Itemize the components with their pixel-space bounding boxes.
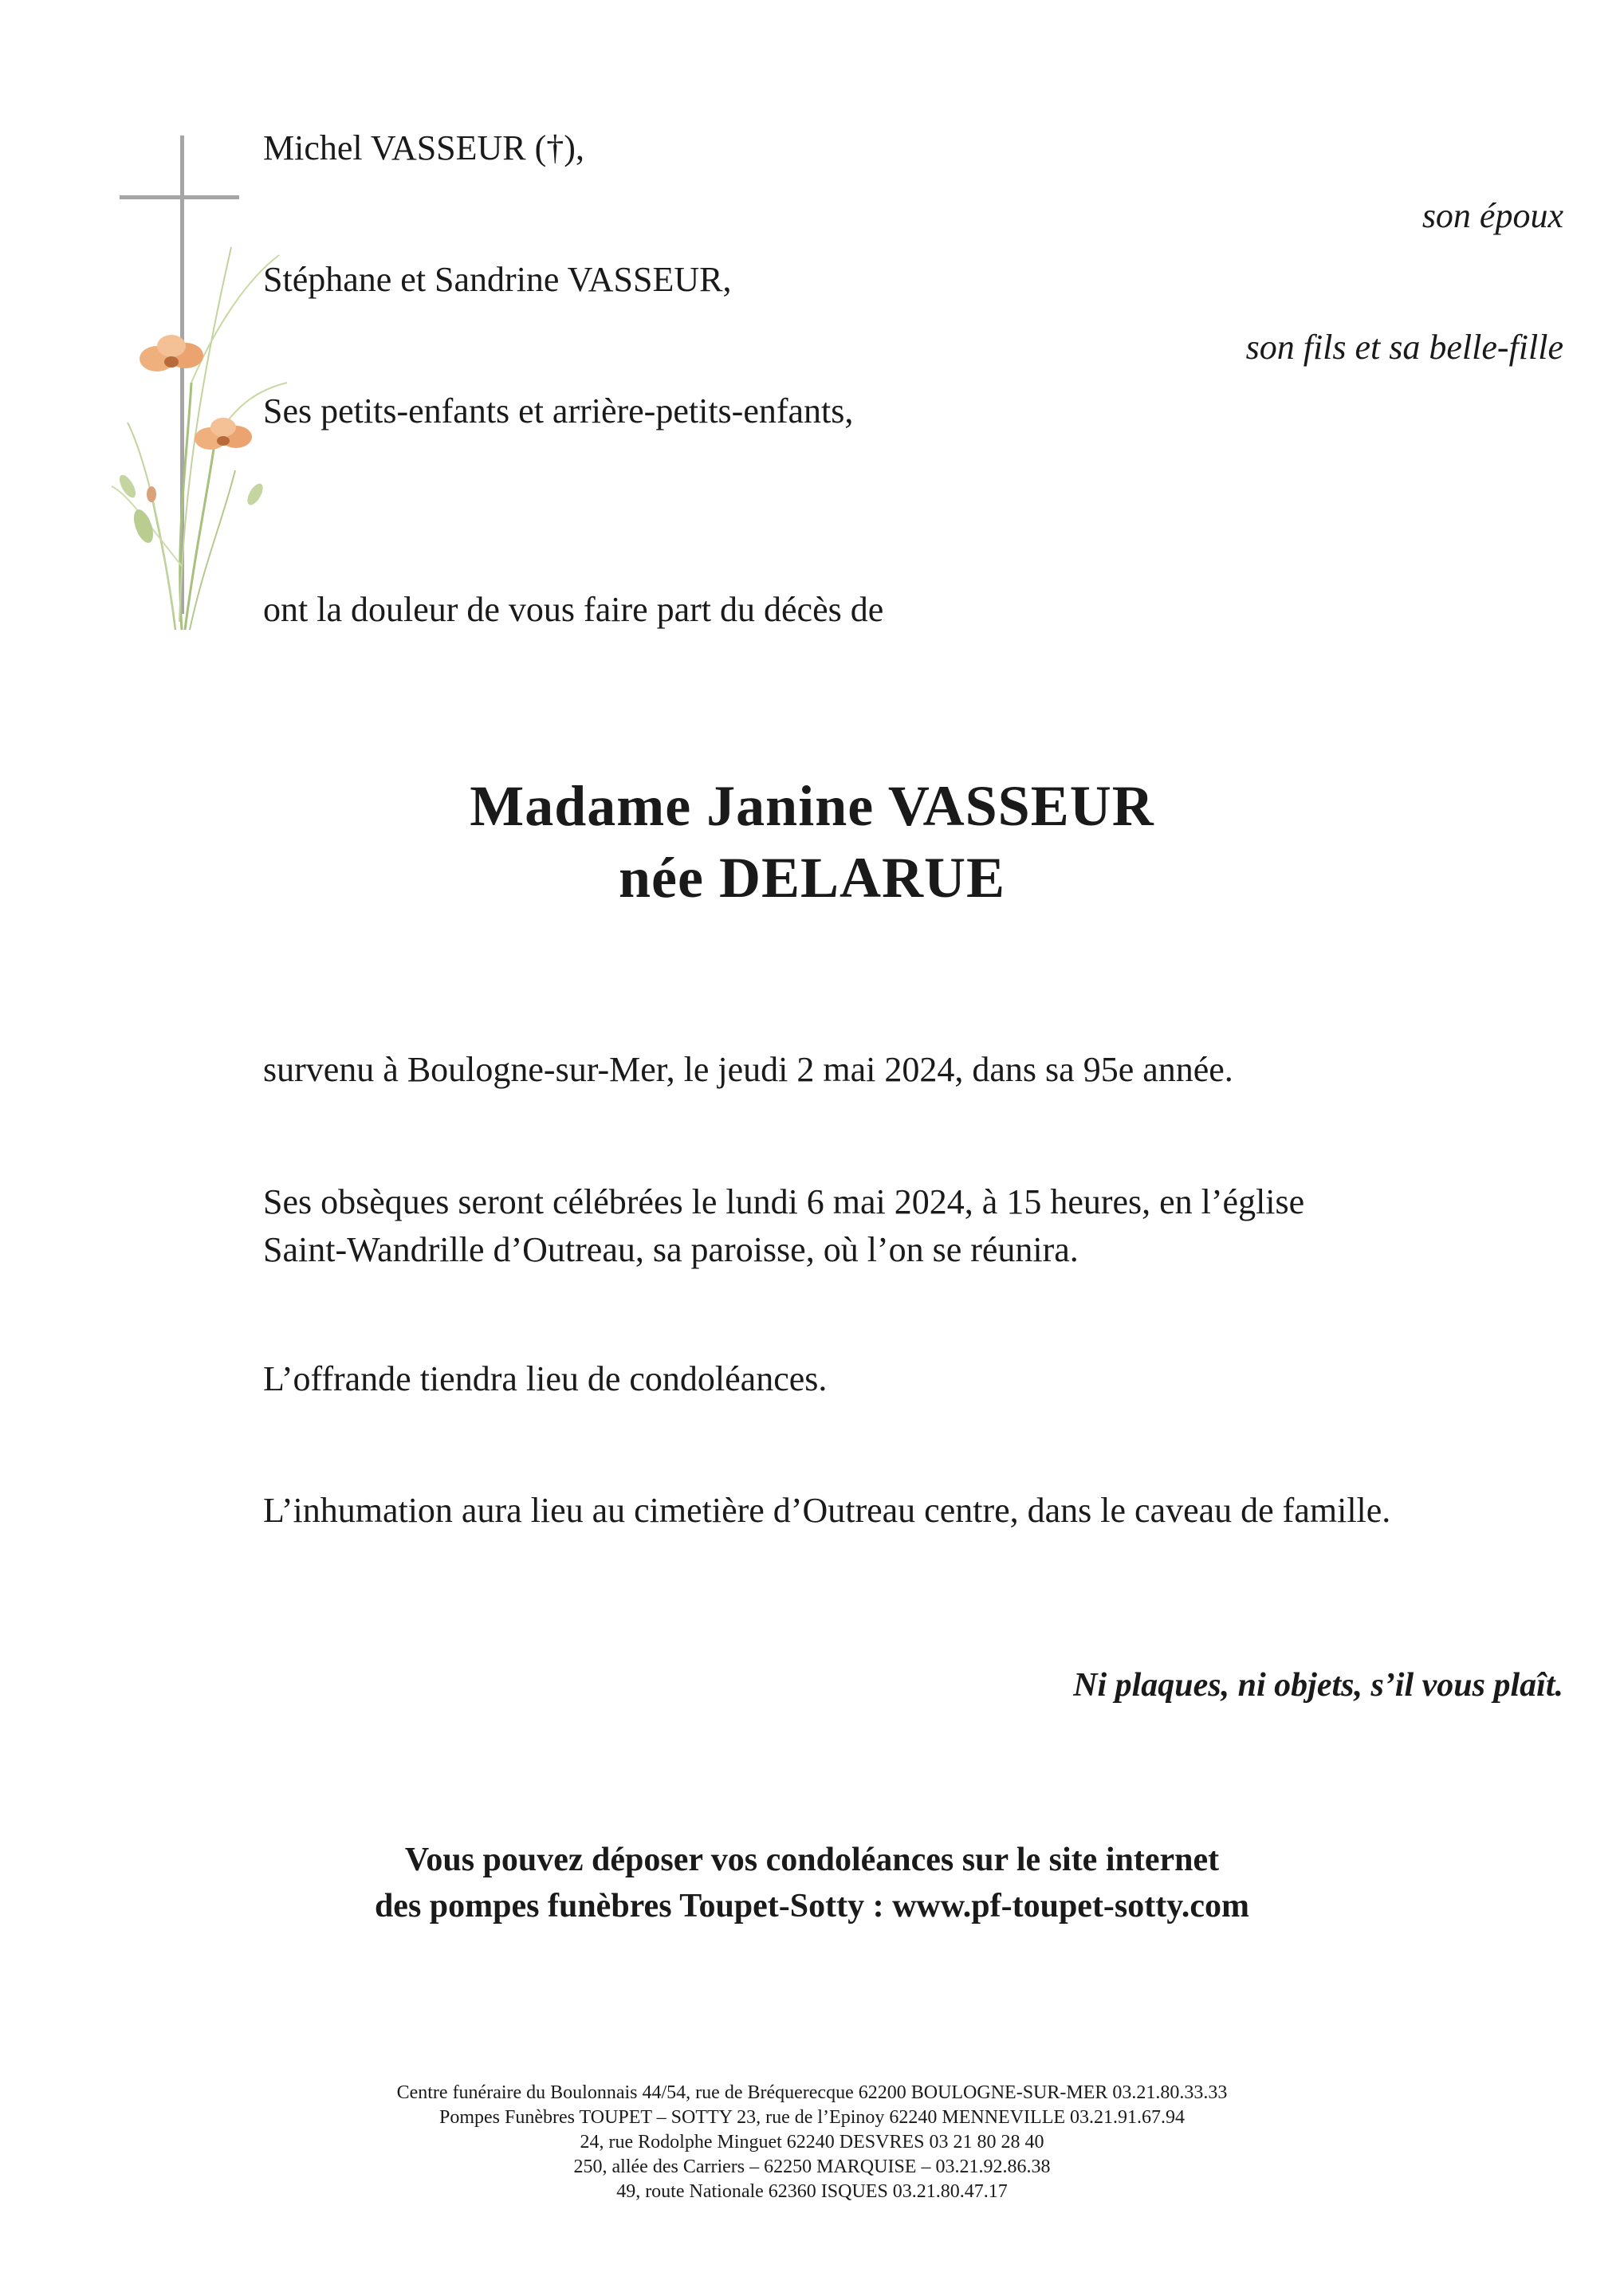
funeral-line-1: Ses obsèques seront célébrées le lundi 6 mai 2024, à 15 heures, en l’église xyxy=(263,1182,1305,1221)
announcement-text: ont la douleur de vous faire part du décès de xyxy=(263,590,884,629)
website-line-1: Vous pouvez déposer vos condoléances sur le site internet xyxy=(404,1842,1220,1878)
death-info: survenu à Boulogne-sur-Mer, le jeudi 2 mai 2024, dans sa 95e année. xyxy=(263,1050,1233,1089)
closing-note: Ni plaques, ni objets, s’il vous plaît. xyxy=(1073,1667,1563,1704)
funeral-home-footer xyxy=(0,2081,1624,2204)
family-role-2: son fils et sa belle-fille xyxy=(1245,328,1563,367)
footer-line-3: 24, rue Rodolphe Minguet 62240 DESVRES 03 21 80 28 40 xyxy=(580,2132,1044,2152)
family-name-2: Stéphane et Sandrine VASSEUR, xyxy=(263,260,732,299)
footer-line-1: Centre funéraire du Boulonnais 44/54, rue de Bréquerecque 62200 BOULOGNE-SUR-MER 03.21.80.33.33 xyxy=(396,2082,1228,2103)
family-role-1: son époux xyxy=(1421,196,1563,235)
deceased-maiden-name: née DELARUE xyxy=(618,846,1005,910)
burial-text: L’inhumation aura lieu au cimetière d’Outreau centre, dans le caveau de famille. xyxy=(263,1491,1391,1530)
footer-line-5: 49, route Nationale 62360 ISQUES 03.21.80.47.17 xyxy=(616,2181,1008,2202)
footer-line-4: 250, allée des Carriers – 62250 MARQUISE – 03.21.92.86.38 xyxy=(573,2156,1051,2177)
footer-line-2: Pompes Funèbres TOUPET – SOTTY 23, rue de l’Epinoy 62240 MENNEVILLE 03.21.91.67.94 xyxy=(438,2107,1186,2128)
offering-text: L’offrande tiendra lieu de condoléances. xyxy=(263,1359,828,1398)
funeral-line-2: Saint-Wandrille d’Outreau, sa paroisse, où l’on se réunira. xyxy=(263,1230,1079,1269)
cross-with-poppies-icon xyxy=(96,120,295,646)
family-name-3: Ses petits-enfants et arrière-petits-enfants, xyxy=(263,391,854,431)
deceased-name: Madame Janine VASSEUR xyxy=(470,774,1154,838)
website-line-2: des pompes funèbres Toupet-Sotty : www.pf-toupet-sotty.com xyxy=(374,1888,1250,1924)
family-name-1: Michel VASSEUR (†), xyxy=(263,128,584,167)
